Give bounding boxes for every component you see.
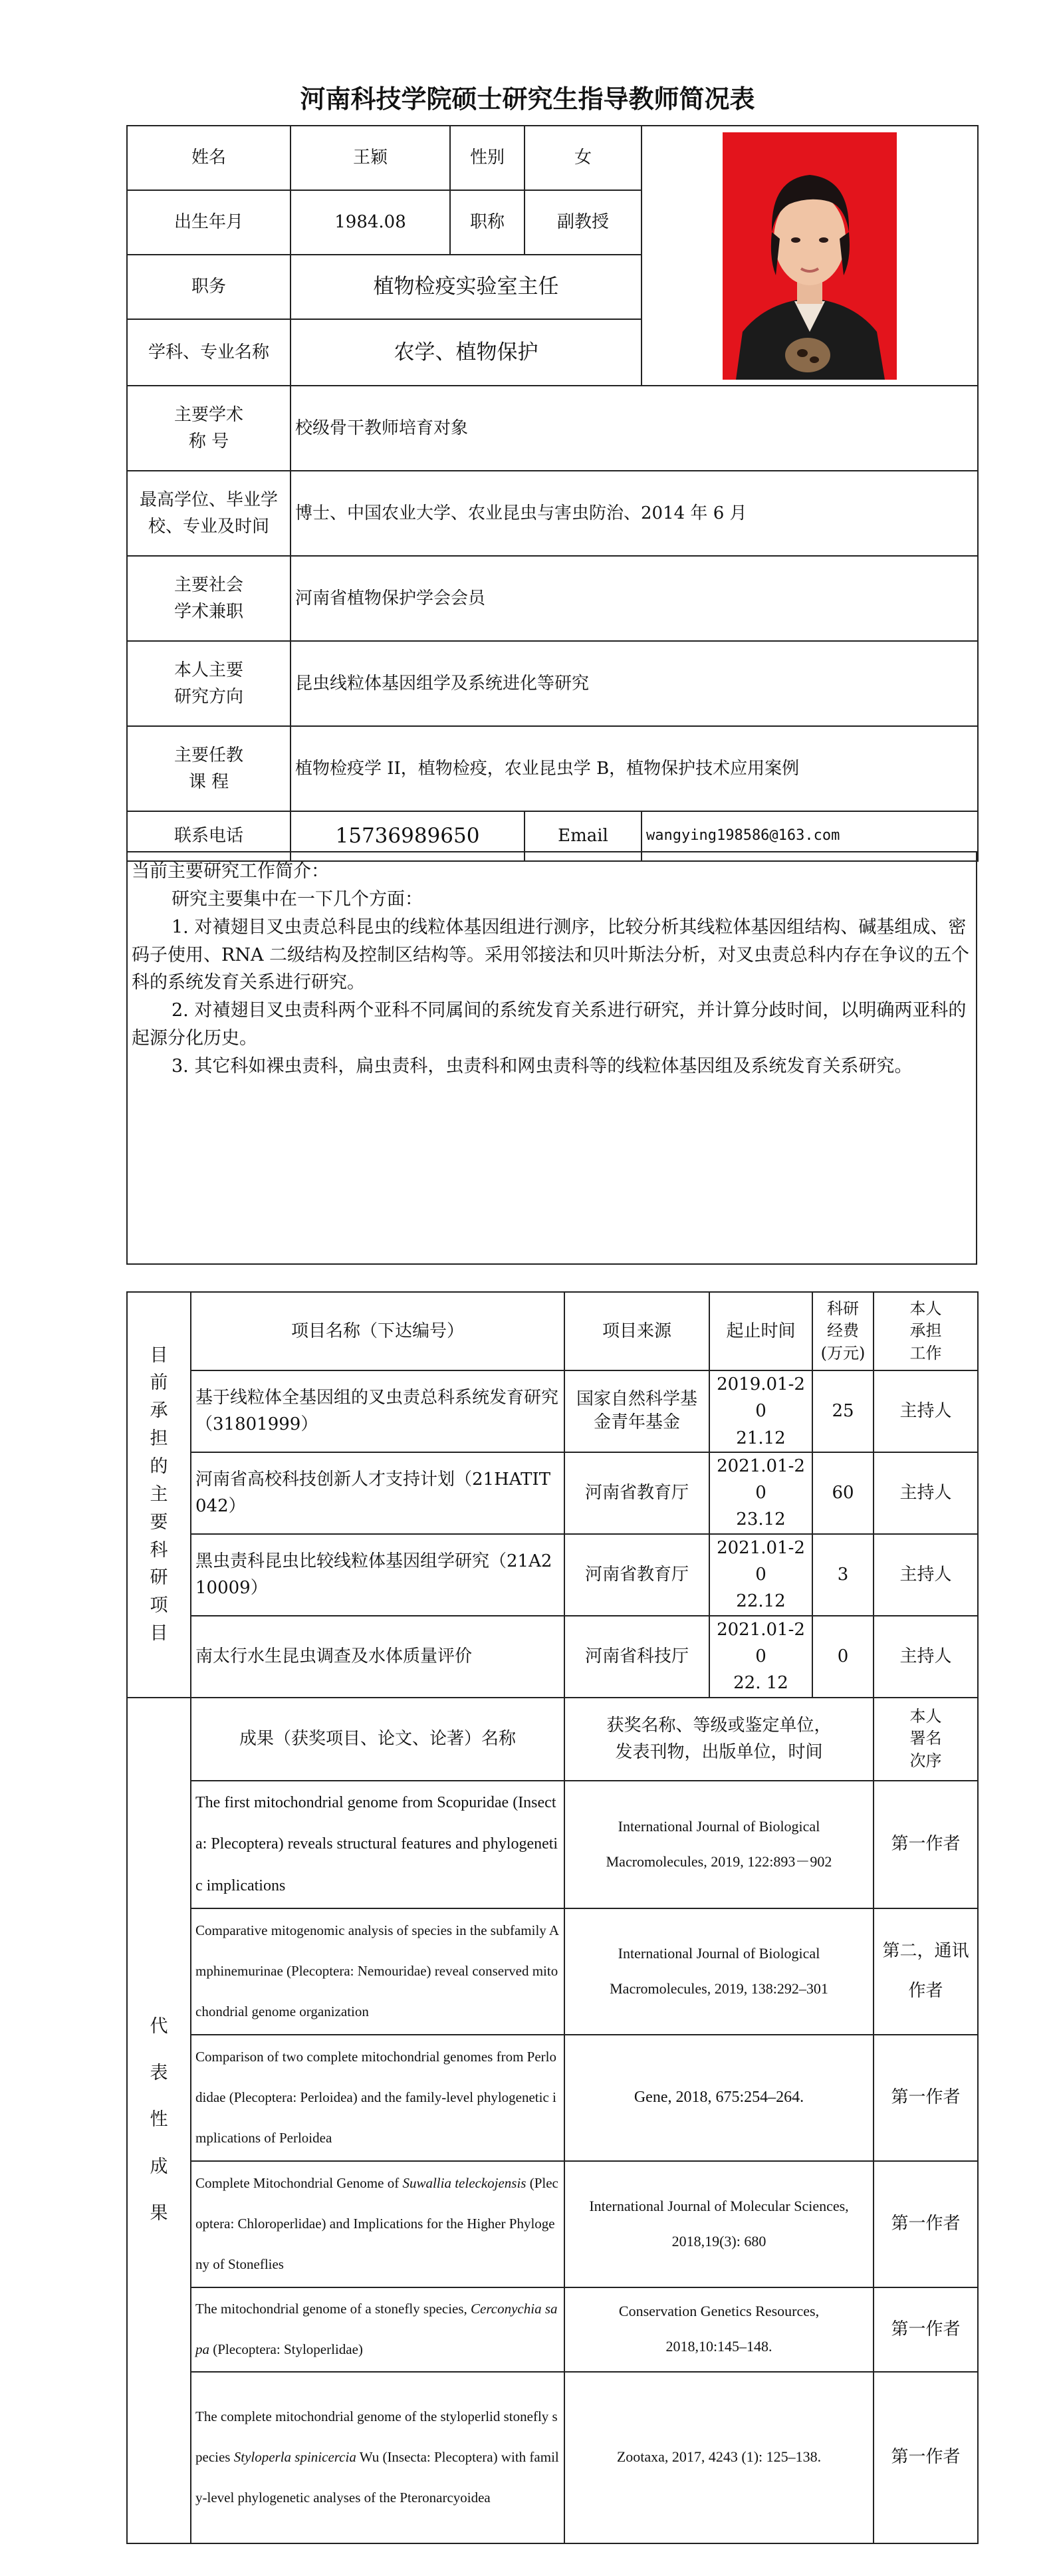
achievement-row bbox=[127, 2035, 978, 2161]
intro-lead: 研究主要集中在一下几个方面： bbox=[172, 888, 423, 910]
courses-value: 植物检疫学 II，植物检疫，农业昆虫学 B，植物保护技术应用案例 bbox=[291, 726, 978, 811]
achievement-title: Complete Mitochondrial Genome of Suwallia teleckojensis (Plecoptera: Chloroperlidae) and Implications for the Higher Phylogeny of Stoneflies bbox=[191, 2161, 564, 2287]
achievement-order: 第一作者 bbox=[874, 1781, 978, 1908]
achievement-row bbox=[127, 2372, 978, 2543]
achievement-venue: International Journal of Molecular Sciences, 2018,19(3): 680 bbox=[564, 2161, 874, 2287]
society-label: 主要社会 学术兼职 bbox=[127, 556, 291, 641]
achievement-order-header: 本人 署名 次序 bbox=[874, 1698, 978, 1781]
achievement-venue: International Journal of Biological Macromolecules, 2019, 138:292–301 bbox=[564, 1908, 874, 2035]
achievement-row bbox=[127, 2287, 978, 2372]
degree-value: 博士、中国农业大学、农业昆虫与害虫防治、2014 年 6 月 bbox=[291, 471, 978, 556]
degree-label: 最高学位、毕业学 校、专业及时间 bbox=[127, 471, 291, 556]
page-title: 河南科技学院硕士研究生指导教师简况表 bbox=[300, 84, 755, 114]
achievement-row bbox=[127, 1908, 978, 2035]
achievement-row bbox=[127, 2161, 978, 2287]
project-role: 主持人 bbox=[874, 1534, 978, 1616]
achievement-order: 第一作者 bbox=[874, 2372, 978, 2543]
project-period: 2021.01-20 23.12 bbox=[709, 1452, 812, 1534]
project-funding: 60 bbox=[812, 1452, 874, 1534]
achievement-venue-header: 获奖名称、等级或鉴定单位， 发表刊物，出版单位，时间 bbox=[564, 1698, 874, 1781]
project-role: 主持人 bbox=[874, 1370, 978, 1452]
project-row bbox=[127, 1370, 978, 1452]
project-period: 2019.01-20 21.12 bbox=[709, 1370, 812, 1452]
subject-label: 学科、专业名称 bbox=[127, 319, 291, 386]
project-period-header: 起止时间 bbox=[709, 1292, 812, 1370]
phone-label: 联系电话 bbox=[127, 811, 291, 861]
post-label: 职务 bbox=[127, 255, 291, 319]
project-row bbox=[127, 1452, 978, 1534]
portrait-photo bbox=[723, 132, 897, 380]
project-period: 2021.01-20 22. 12 bbox=[709, 1616, 812, 1698]
intro-item: 1. 对襀翅目叉虫责总科昆虫的线粒体基因组进行测序，比较分析其线粒体基因组结构、碱基组成、密码子使用、RNA 二级结构及控制区结构等。采用邻接法和贝叶斯法分析，对叉虫责总科内存在争议的五个科的系统发育关系进行研究。 bbox=[132, 916, 970, 993]
research-intro-table bbox=[126, 851, 977, 1265]
achievement-title: Comparative mitogenomic analysis of species in the subfamily Amphinemurinae (Plecoptera: Nemouridae) reveal conserved mitochondrial genome organization bbox=[191, 1908, 564, 2035]
research-direction-value: 昆虫线粒体基因组学及系统进化等研究 bbox=[291, 641, 978, 726]
research-intro bbox=[127, 852, 977, 1264]
subject-value: 农学、植物保护 bbox=[291, 319, 642, 386]
project-name: 黑虫责科昆虫比较线粒体基因组学研究（21A210009） bbox=[191, 1534, 564, 1616]
project-name: 河南省高校科技创新人才支持计划（21HATIT042） bbox=[191, 1452, 564, 1534]
achievement-order: 第一作者 bbox=[874, 2035, 978, 2161]
post-value: 植物检疫实验室主任 bbox=[291, 255, 642, 319]
gender-label: 性别 bbox=[450, 126, 525, 190]
project-funding: 0 bbox=[812, 1616, 874, 1698]
rank-label: 职称 bbox=[450, 190, 525, 255]
achievement-row bbox=[127, 1781, 978, 1908]
courses-label: 主要任教 课 程 bbox=[127, 726, 291, 811]
achievement-title: Comparison of two complete mitochondrial genomes from Perlodidae (Plecoptera: Perloidea) and the family-level phylogenetic implications of Perloidea bbox=[191, 2035, 564, 2161]
rank-value: 副教授 bbox=[525, 190, 642, 255]
intro-item: 3. 其它科如裸虫责科，扁虫责科，虫责科和网虫责科等的线粒体基因组及系统发育关系研究。 bbox=[172, 1055, 913, 1077]
name-value: 王颖 bbox=[291, 126, 450, 190]
project-source: 国家自然科学基金青年基金 bbox=[564, 1370, 709, 1452]
achievement-order: 第二，通讯作者 bbox=[874, 1908, 978, 2035]
project-name: 基于线粒体全基因组的叉虫责总科系统发育研究（31801999） bbox=[191, 1370, 564, 1452]
achievement-venue: Conservation Genetics Resources, 2018,10:145–148. bbox=[564, 2287, 874, 2372]
project-role-header: 本人 承担 工作 bbox=[874, 1292, 978, 1370]
profile-table bbox=[126, 125, 979, 862]
achievement-name-header: 成果（获奖项目、论文、论著）名称 bbox=[191, 1698, 564, 1781]
portrait-image bbox=[723, 132, 897, 380]
achievement-order: 第一作者 bbox=[874, 2287, 978, 2372]
intro-heading: 当前主要研究工作简介： bbox=[132, 861, 329, 882]
achievement-title: The mitochondrial genome of a stonefly species, Cerconychia sapa (Plecoptera: Styloperlidae) bbox=[191, 2287, 564, 2372]
society-value: 河南省植物保护学会会员 bbox=[291, 556, 978, 641]
intro-item: 2. 对襀翅目叉虫责科两个亚科不同属间的系统发育关系进行研究，并计算分歧时间，以明确两亚科的起源分化历史。 bbox=[132, 1000, 967, 1049]
achievement-order: 第一作者 bbox=[874, 2161, 978, 2287]
projects-side-label: 目 前 承 担 的 主 要 科 研 项 目 bbox=[127, 1292, 191, 1698]
achievement-title: The first mitochondrial genome from Scopuridae (Insecta: Plecoptera) reveals structural features and phylogenetic implications bbox=[191, 1781, 564, 1908]
project-funding: 3 bbox=[812, 1534, 874, 1616]
project-funding: 25 bbox=[812, 1370, 874, 1452]
achievement-venue: International Journal of Biological Macromolecules, 2019, 122:893－902 bbox=[564, 1781, 874, 1908]
email-label: Email bbox=[525, 811, 642, 861]
research-direction-label: 本人主要 研究方向 bbox=[127, 641, 291, 726]
project-source: 河南省教育厅 bbox=[564, 1452, 709, 1534]
academic-title-label: 主要学术 称 号 bbox=[127, 386, 291, 471]
photo-cell bbox=[642, 126, 978, 386]
project-source-header: 项目来源 bbox=[564, 1292, 709, 1370]
achievement-venue: Zootaxa, 2017, 4243 (1): 125–138. bbox=[564, 2372, 874, 2543]
project-row bbox=[127, 1616, 978, 1698]
achievements-side-label: 代 表 性 成 果 bbox=[127, 1698, 191, 2543]
birth-label: 出生年月 bbox=[127, 190, 291, 255]
phone-value: 15736989650 bbox=[291, 811, 525, 861]
academic-title-value: 校级骨干教师培育对象 bbox=[291, 386, 978, 471]
project-funding-header: 科研 经费 (万元) bbox=[812, 1292, 874, 1370]
project-role: 主持人 bbox=[874, 1452, 978, 1534]
project-source: 河南省科技厅 bbox=[564, 1616, 709, 1698]
projects-achievements-table bbox=[126, 1291, 979, 2544]
achievement-title: The complete mitochondrial genome of the styloperlid stonefly species Styloperla spinicercia Wu (Insecta: Plecoptera) with family-level phylogenetic analyses of the Pteronarcyoidea bbox=[191, 2372, 564, 2543]
name-label: 姓名 bbox=[127, 126, 291, 190]
gender-value: 女 bbox=[525, 126, 642, 190]
project-row bbox=[127, 1534, 978, 1616]
birth-value: 1984.08 bbox=[291, 190, 450, 255]
email-value: wangying198586@163.com bbox=[642, 811, 978, 861]
project-name: 南太行水生昆虫调查及水体质量评价 bbox=[191, 1616, 564, 1698]
project-role: 主持人 bbox=[874, 1616, 978, 1698]
project-period: 2021.01-20 22.12 bbox=[709, 1534, 812, 1616]
project-source: 河南省教育厅 bbox=[564, 1534, 709, 1616]
project-name-header: 项目名称（下达编号） bbox=[191, 1292, 564, 1370]
achievement-venue: Gene, 2018, 675:254–264. bbox=[564, 2035, 874, 2161]
